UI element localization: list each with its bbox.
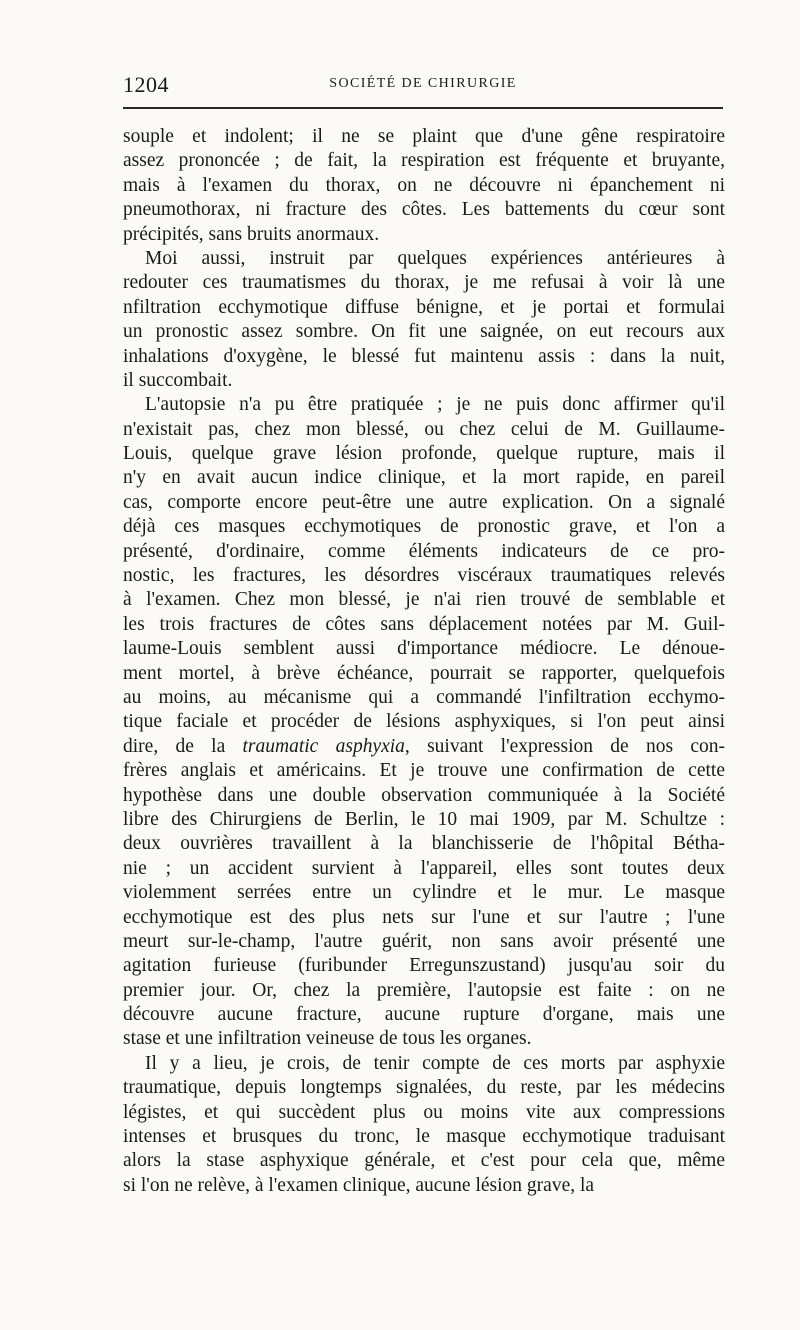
text-line: les trois fractures de côtes sans déplacement notées par M. Guil-	[123, 613, 725, 635]
text-line: tique faciale et procéder de lésions asphyxiques, si l'on peut ainsi	[123, 711, 725, 733]
text-line: si l'on ne relève, à l'examen clinique, aucune lésion grave, la	[123, 1174, 595, 1196]
text-line: il succombait.	[123, 369, 233, 391]
text-line: traumatique, depuis longtemps signalées, du reste, par les médecins	[123, 1077, 725, 1099]
text-line: Il y a lieu, je crois, de tenir compte de ces morts par asphyxie	[145, 1052, 725, 1074]
text-line	[123, 735, 725, 759]
body-text	[123, 125, 725, 1198]
text-line: un pronostic assez sombre. On fit une saignée, on eut recours aux	[123, 321, 725, 343]
text-line: violemment serrées entre un cylindre et le mur. Le masque	[123, 882, 725, 904]
text-line: assez prononcée ; de fait, la respiration est fréquente et bruyante,	[123, 150, 725, 172]
text-line: cas, comporte encore peut-être une autre explication. On a signalé	[123, 491, 725, 513]
text-line: L'autopsie n'a pu être pratiquée ; je ne puis donc affirmer qu'il	[145, 394, 725, 416]
text-line: n'existait pas, chez mon blessé, ou chez celui de M. Guillaume-	[123, 418, 725, 440]
text-line: souple et indolent; il ne se plaint que d'une gêne respiratoire	[123, 126, 725, 147]
text-line: frères anglais et américains. Et je trouve une confirmation de cette	[123, 760, 725, 782]
text-line: meurt sur-le-champ, l'autre guérit, non sans avoir présenté une	[123, 930, 725, 952]
text-line: à l'examen. Chez mon blessé, je n'ai rien trouvé de semblable et	[123, 589, 725, 611]
text-line: au moins, au mécanisme qui a commandé l'infiltration ecchymo-	[123, 686, 725, 708]
text-line: premier jour. Or, chez la première, l'autopsie est faite : on ne	[123, 979, 725, 1001]
text-line: stase et une infiltration veineuse de tous les organes.	[123, 1028, 532, 1050]
header-rule	[123, 107, 723, 109]
text-segment: , suivant l'expression de nos con-	[404, 735, 725, 757]
text-line: deux ouvrières travaillent à la blanchisserie de l'hôpital Bétha-	[123, 833, 725, 855]
text-line: redouter ces traumatismes du thorax, je me refusai à voir là une	[123, 272, 725, 294]
page-number: 1204	[123, 72, 169, 97]
text-line: ecchymotique est des plus nets sur l'une et sur l'autre ; l'une	[123, 906, 725, 928]
text-line: pneumothorax, ni fracture des côtes. Les battements du cœur sont	[123, 199, 725, 221]
text-line: découvre aucune fracture, aucune rupture d'organe, mais une	[123, 1004, 725, 1026]
text-line: intenses et brusques du tronc, le masque ecchymotique traduisant	[123, 1126, 725, 1148]
text-line: mais à l'examen du thorax, on ne découvre ni épanchement ni	[123, 174, 725, 196]
text-line: libre des Chirurgiens de Berlin, le 10 mai 1909, par M. Schultze :	[123, 808, 725, 830]
running-head: SOCIÉTÉ DE CHIRURGIE	[329, 76, 517, 91]
text-line: alors la stase asphyxique générale, et c'est pour cela que, même	[123, 1150, 725, 1172]
text-line: nostic, les fractures, les désordres viscéraux traumatiques relevés	[123, 565, 725, 587]
text-line: n'y en avait aucun indice clinique, et la mort rapide, en pareil	[123, 467, 725, 489]
text-segment: dire, de la	[123, 735, 243, 757]
text-line: nfiltration ecchymotique diffuse bénigne, et je portai et formulai	[123, 296, 725, 318]
page-header	[123, 72, 723, 98]
text-line: précipités, sans bruits anormaux.	[123, 223, 380, 245]
text-line: agitation furieuse (furibunder Erregunszustand) jusqu'au soir du	[123, 955, 725, 977]
text-line: ment mortel, à brève échéance, pourrait se rapporter, quelquefois	[123, 662, 725, 684]
text-line: Moi aussi, instruit par quelques expériences antérieures à	[145, 247, 725, 269]
text-line: hypothèse dans une double observation communiquée à la Société	[123, 784, 725, 806]
italic-term: traumatic asphyxia	[242, 735, 405, 757]
text-line: présenté, d'ordinaire, comme éléments indicateurs de ce pro-	[123, 540, 725, 562]
text-line: laume-Louis semblent aussi d'importance médiocre. Le dénoue-	[123, 638, 725, 660]
text-line: déjà ces masques ecchymotiques de pronostic grave, et l'on a	[123, 516, 725, 538]
text-line: Louis, quelque grave lésion profonde, quelque rupture, mais il	[123, 443, 725, 465]
text-line: légistes, et qui succèdent plus ou moins vite aux compressions	[123, 1101, 725, 1123]
text-line: inhalations d'oxygène, le blessé fut maintenu assis : dans la nuit,	[123, 345, 725, 367]
text-line: nie ; un accident survient à l'appareil, elles sont toutes deux	[123, 857, 725, 879]
